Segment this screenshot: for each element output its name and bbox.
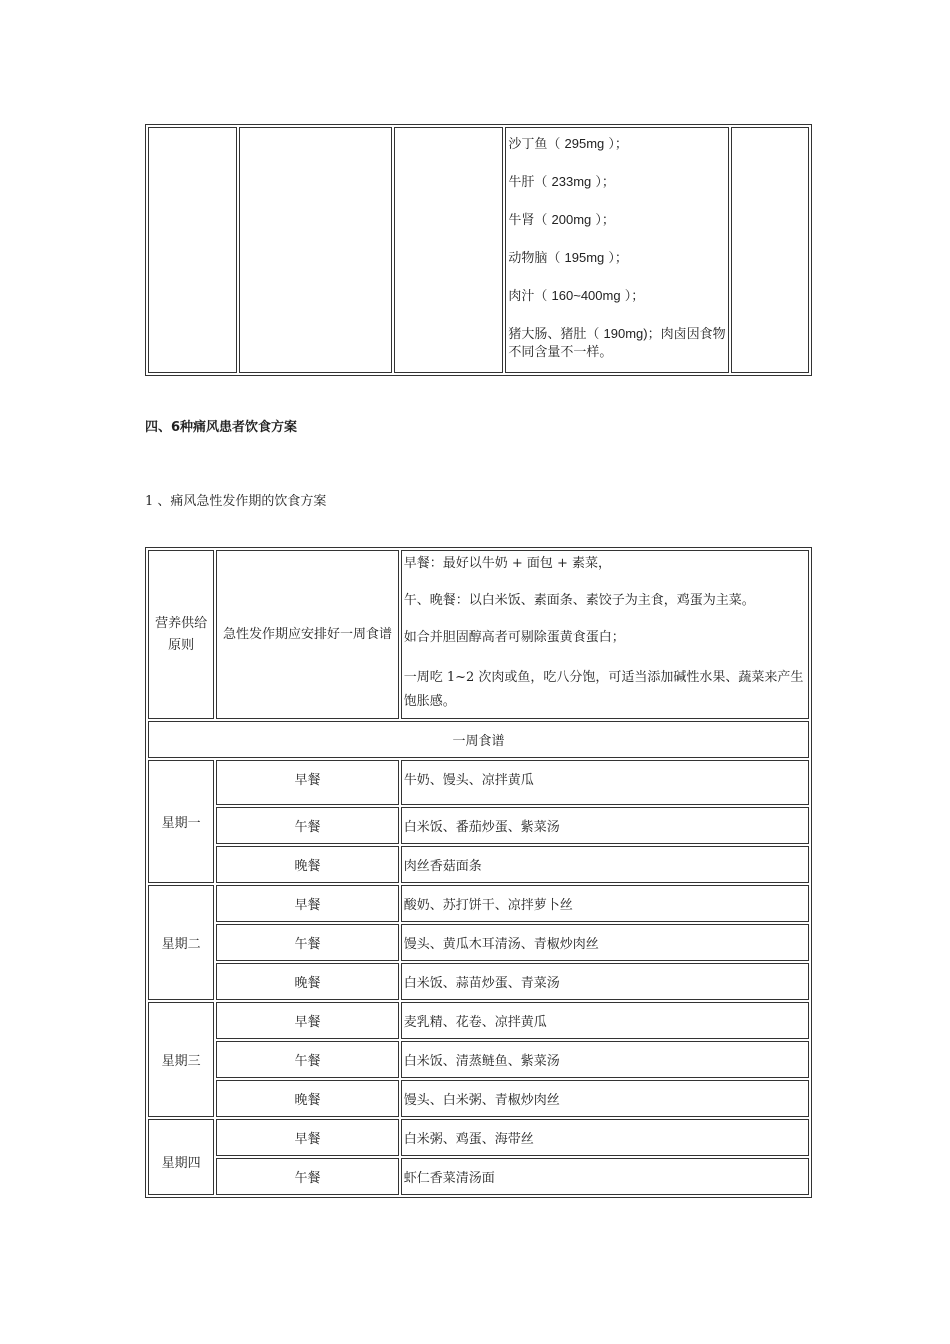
high-purine-food-list [505,127,729,373]
meal-label: 午餐 [216,807,399,844]
food-item: 牛肾（ 200mg ）； [508,212,615,228]
meal-label: 早餐 [216,760,399,805]
principle-details [401,550,809,719]
meal-menu: 虾仁香菜清汤面 [401,1158,809,1195]
principle-label: 营养供给原则 [148,550,214,719]
meal-label: 早餐 [216,885,399,922]
meal-menu: 牛奶、馒头、凉拌黄瓜 [401,760,809,805]
meal-menu: 白米饭、清蒸鲢鱼、紫菜汤 [401,1041,809,1078]
sub-heading: 1 、痛风急性发作期的饮食方案 [145,494,327,509]
meal-menu: 麦乳精、花卷、凉拌黄瓜 [401,1002,809,1039]
gout-diet-table [145,547,812,1198]
meal-menu: 酸奶、苏打饼干、凉拌萝卜丝 [401,885,809,922]
empty-cell [239,127,392,373]
meal-label: 晚餐 [216,1080,399,1117]
meal-label: 晚餐 [216,846,399,883]
day-label: 星期四 [148,1119,214,1195]
section-heading: 四、6种痛风患者饮食方案 [145,420,298,435]
empty-cell [148,127,237,373]
principle-line: 午、晚餐：以白米饭、素面条、素饺子为主食，鸡蛋为主菜。 [403,593,755,608]
meal-label: 午餐 [216,1158,399,1195]
meal-label: 晚餐 [216,963,399,1000]
empty-cell [394,127,504,373]
meal-label: 午餐 [216,924,399,961]
meal-menu: 馒头、白米粥、青椒炒肉丝 [401,1080,809,1117]
meal-menu: 白米粥、鸡蛋、海带丝 [401,1119,809,1156]
food-item: 肉汁（ 160~400mg ）； [508,288,645,304]
purine-table [145,124,812,376]
principle-line: 一周吃 1~2 次肉或鱼，吃八分饱，可适当添加碱性水果、蔬菜来产生饱胀感。 [403,670,804,709]
meal-menu: 白米饭、蒜苗炒蛋、青菜汤 [401,963,809,1000]
meal-menu: 肉丝香菇面条 [401,846,809,883]
food-item: 牛肝（ 233mg ）； [508,174,615,190]
week-menu-title: 一周食谱 [148,721,809,758]
food-item: 动物脑（ 195mg ）； [508,250,628,266]
meal-label: 午餐 [216,1041,399,1078]
meal-label: 早餐 [216,1119,399,1156]
meal-menu: 馒头、黄瓜木耳清汤、青椒炒肉丝 [401,924,809,961]
day-label: 星期一 [148,760,214,883]
food-item: 猪大肠、猪肚（ 190mg)；肉卤因食物不同含量不一样。 [508,326,726,360]
principle-description: 急性发作期应安排好一周食谱 [216,550,399,719]
principle-line: 如合并胆固醇高者可剔除蛋黄食蛋白； [403,630,625,645]
empty-cell [731,127,809,373]
meal-label: 早餐 [216,1002,399,1039]
food-item: 沙丁鱼（ 295mg ）； [508,136,628,152]
day-label: 星期三 [148,1002,214,1117]
meal-menu: 白米饭、番茄炒蛋、紫菜汤 [401,807,809,844]
principle-line: 早餐：最好以牛奶 + 面包 + 素菜， [403,556,612,571]
day-label: 星期二 [148,885,214,1000]
